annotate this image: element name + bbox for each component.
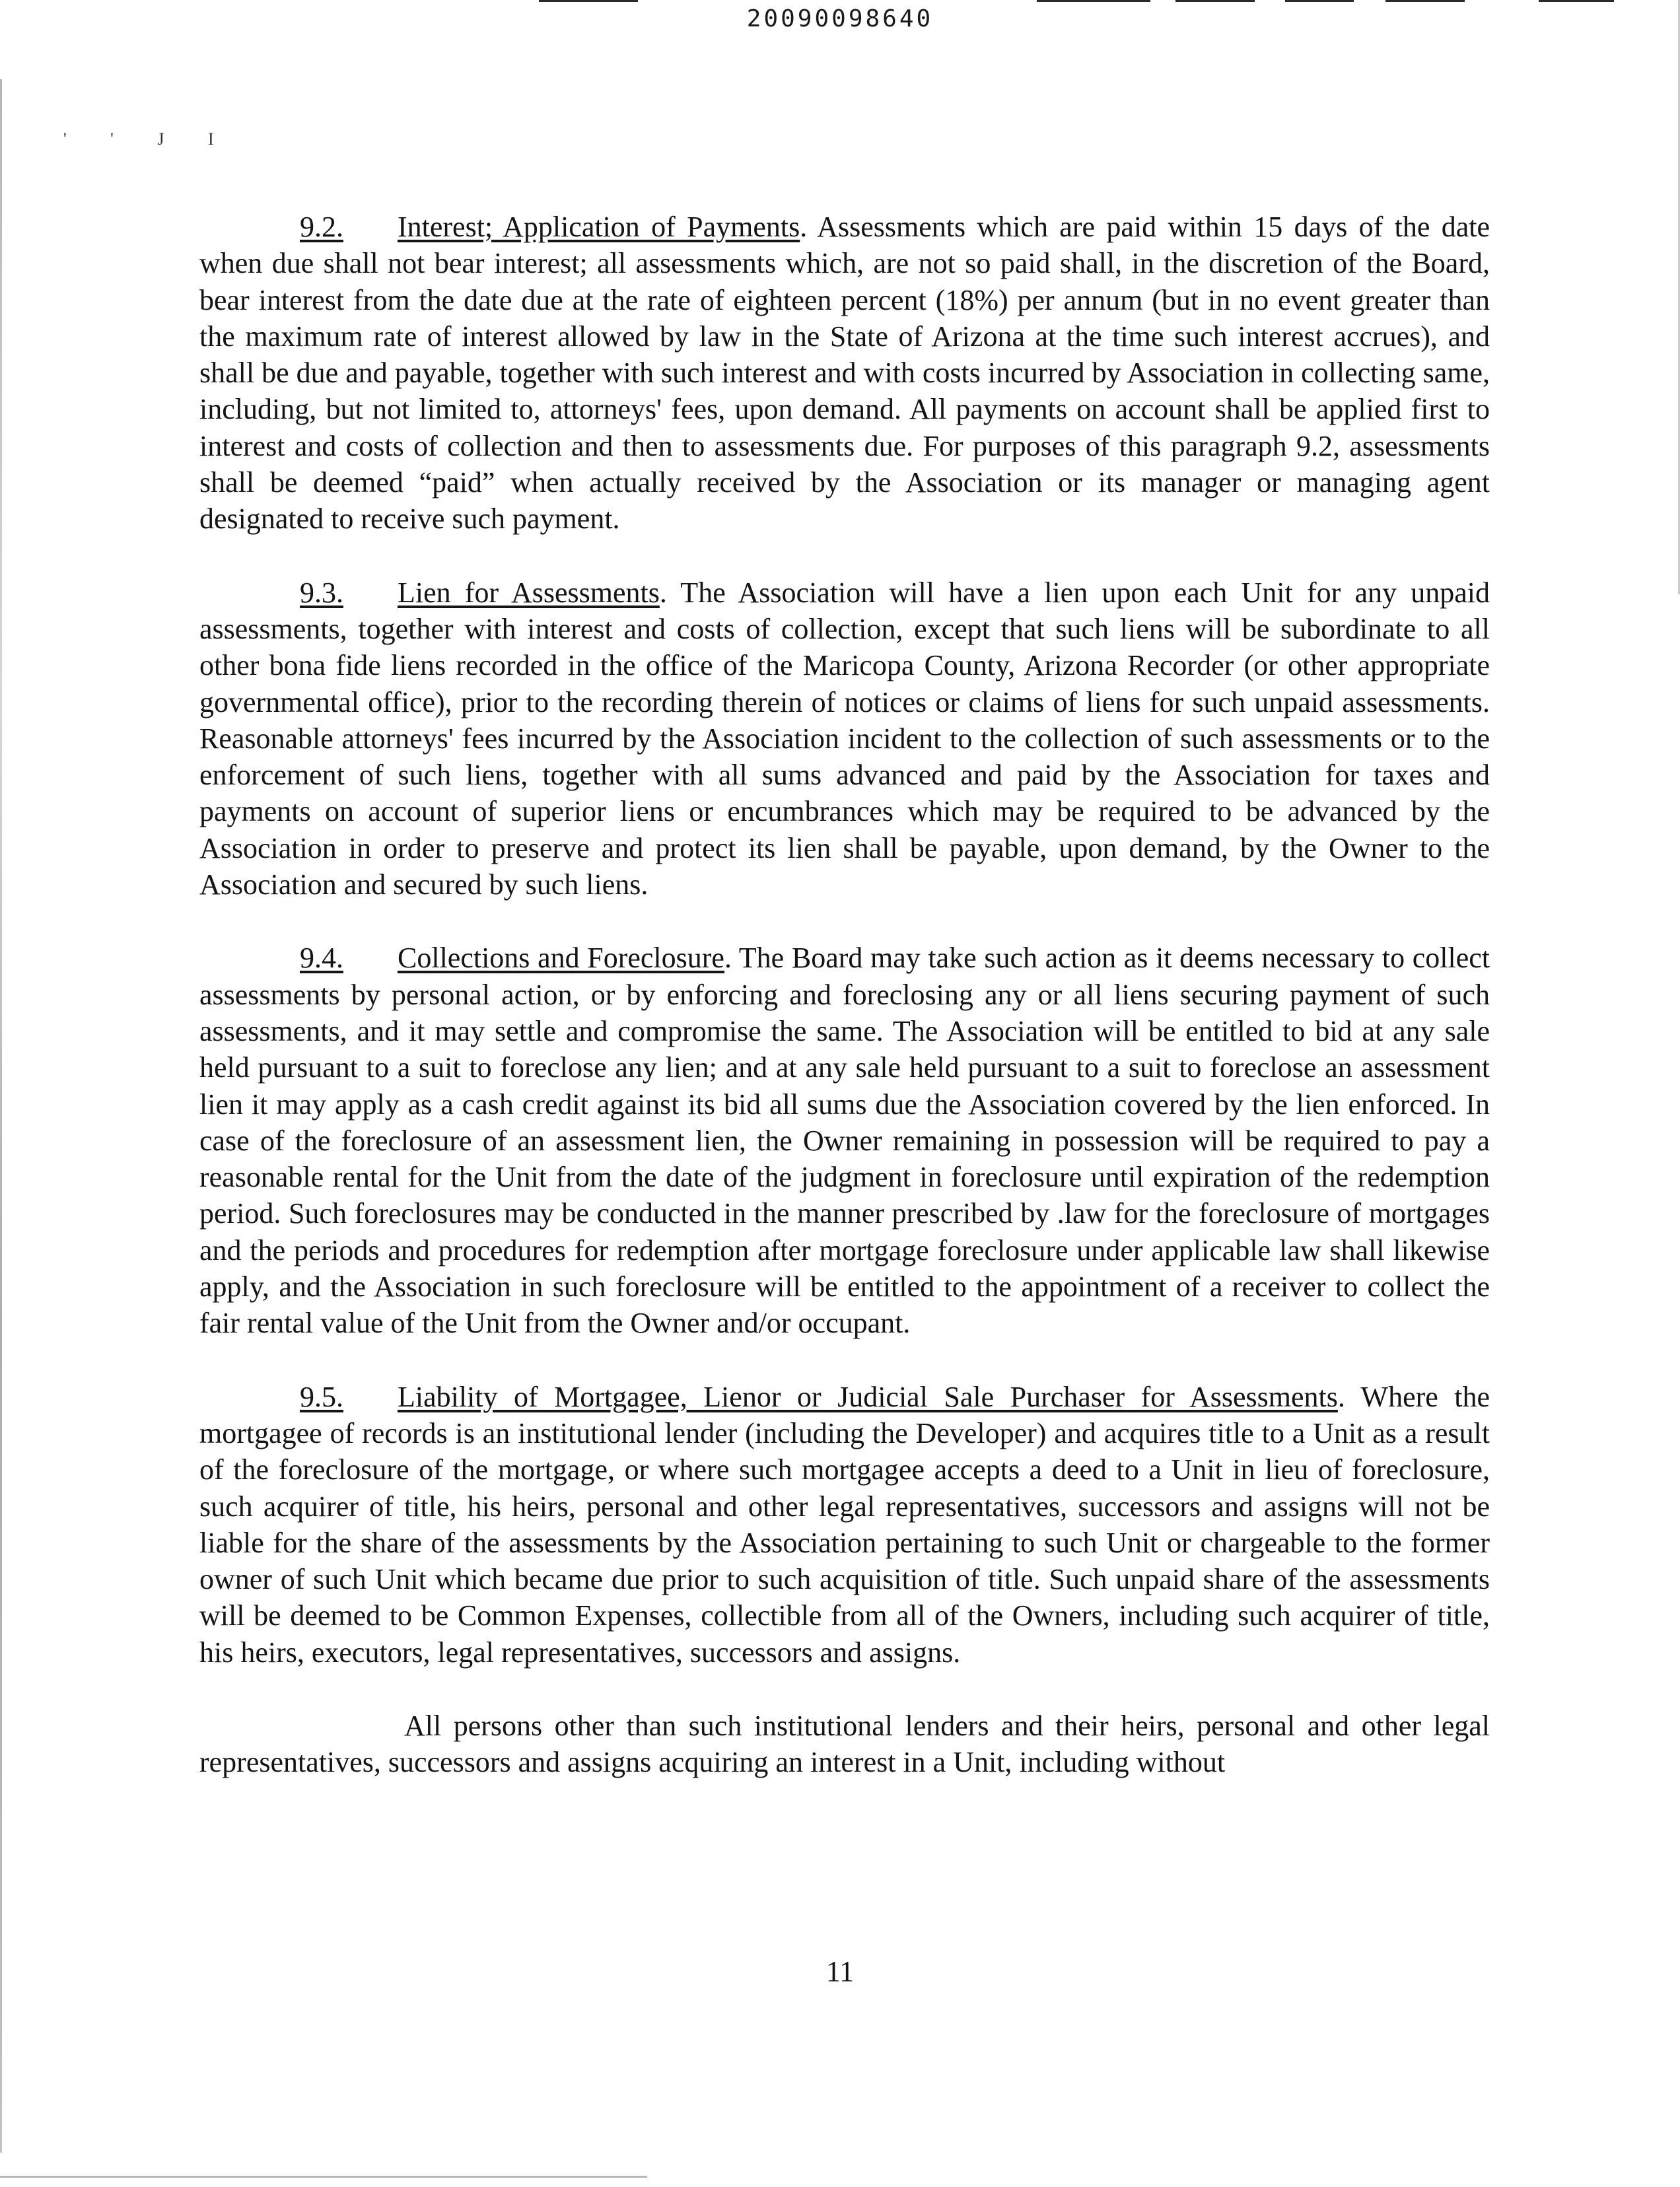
page-number: 11 — [825, 1955, 855, 1988]
section-number: 9.2. — [300, 211, 343, 243]
document-number: 20090098640 — [746, 5, 934, 32]
section-heading: Collections and Foreclosure — [398, 942, 724, 975]
top-rule-4 — [1285, 0, 1354, 2]
continuation-body: All persons other than such institutional lenders and their heirs, personal and other legal representatives, successors and assigns acquiring an interest in a Unit, including without — [199, 1709, 1490, 1779]
top-rule-2 — [1037, 0, 1150, 2]
section-number: 9.5. — [300, 1380, 343, 1413]
section-9-2 — [199, 209, 1490, 538]
section-heading: Interest; Application of Payments — [398, 211, 800, 243]
document-body — [199, 209, 1490, 1818]
section-9-3 — [199, 574, 1490, 903]
top-rule-1 — [539, 0, 638, 2]
top-rule-6 — [1539, 0, 1614, 2]
continuation-paragraph — [199, 1708, 1490, 1781]
section-9-4 — [199, 940, 1490, 1341]
section-body: . The Association will have a lien upon each Unit for any unpaid assessments, together with interest and costs of collection, except that such liens will be subordinate to all other bona fide liens recorded in the office of the Maricopa County, Arizona Recorder (or other appropriate governmental office), prior to the recording therein of notices or claims of liens for such unpaid assessments. Reasonable attorneys' fees incurred by the Association incident to the collection of such assessments or to the enforcement of such liens, together with all sums advanced and paid by the Association for taxes and payments on account of superior liens or encumbrances which may be required to be advanced by the Association in order to preserve and protect its lien shall be payable, upon demand, by the Owner to the Association and secured by such liens. — [199, 576, 1490, 901]
top-rule-3 — [1175, 0, 1255, 2]
section-number: 9.4. — [300, 942, 343, 975]
section-heading: Lien for Assessments — [398, 576, 660, 609]
section-body: . Where the mortgagee of records is an institutional lender (including the Developer) and acquires title to a Unit as a result of the foreclosure of the mortgage, or where such mortgagee accepts a deed to a Unit in lieu of foreclosure, such acquirer of title, his heirs, personal and other legal representatives, successors and assigns will not be liable for the share of the assessments by the Association pertaining to such Unit or chargeable to the former owner of such Unit which became due prior to such acquisition of title. Such unpaid share of the assessments will be deemed to be Common Expenses, collectible from all of the Owners, including such acquirer of title, his heirs, executors, legal representatives, successors and assigns. — [199, 1380, 1490, 1669]
scan-edge-bottom — [0, 2176, 647, 2178]
section-9-5 — [199, 1379, 1490, 1671]
section-number: 9.3. — [300, 576, 343, 609]
section-body: . The Board may take such action as it deems necessary to collect assessments by personal action, or by enforcing and foreclosing any or all liens securing payment of such assessments, and it may settle and compromise the same. The Association will be entitled to bid at any sale held pursuant to a suit to foreclose any lien; and at any sale held pursuant to a suit to foreclose an assessment lien it may apply as a cash credit against its bid all sums due the Association covered by the lien enforced. In case of the foreclosure of an assessment lien, the Owner remaining in possession will be required to pay a reasonable rental for the Unit from the date of the judgment in foreclosure until expiration of the redemption period. Such foreclosures may be conducted in the manner prescribed by .law for the foreclosure of mortgages and the periods and procedures for redemption after mortgage foreclosure under applicable law shall likewise apply, and the Association in such foreclosure will be entitled to the appointment of a receiver to collect the fair rental value of the Unit from the Owner and/or occupant. — [199, 942, 1490, 1340]
section-body: . Assessments which are paid within 15 days of the date when due shall not bear interest; all assessments which, are not so paid shall, in the discretion of the Board, bear interest from the date due at the rate of eighteen percent (18%) per annum (but in no event greater than the maximum rate of interest allowed by law in the State of Arizona at the time such interest accrues), and shall be due and payable, together with such interest and with costs incurred by Association in collecting same, including, but not limited to, attorneys' fees, upon demand. All payments on account shall be applied first to interest and costs of collection and then to assessments due. For purposes of this paragraph 9.2, assessments shall be deemed “paid” when actually received by the Association or its manager or managing agent designated to receive such payment. — [199, 211, 1490, 536]
section-heading: Liability of Mortgagee, Lienor or Judicial Sale Purchaser for Assessments — [398, 1380, 1338, 1413]
top-rule-5 — [1385, 0, 1465, 2]
scan-edge-left — [0, 79, 2, 2153]
stray-scan-marks: ' ' J I — [63, 129, 234, 149]
